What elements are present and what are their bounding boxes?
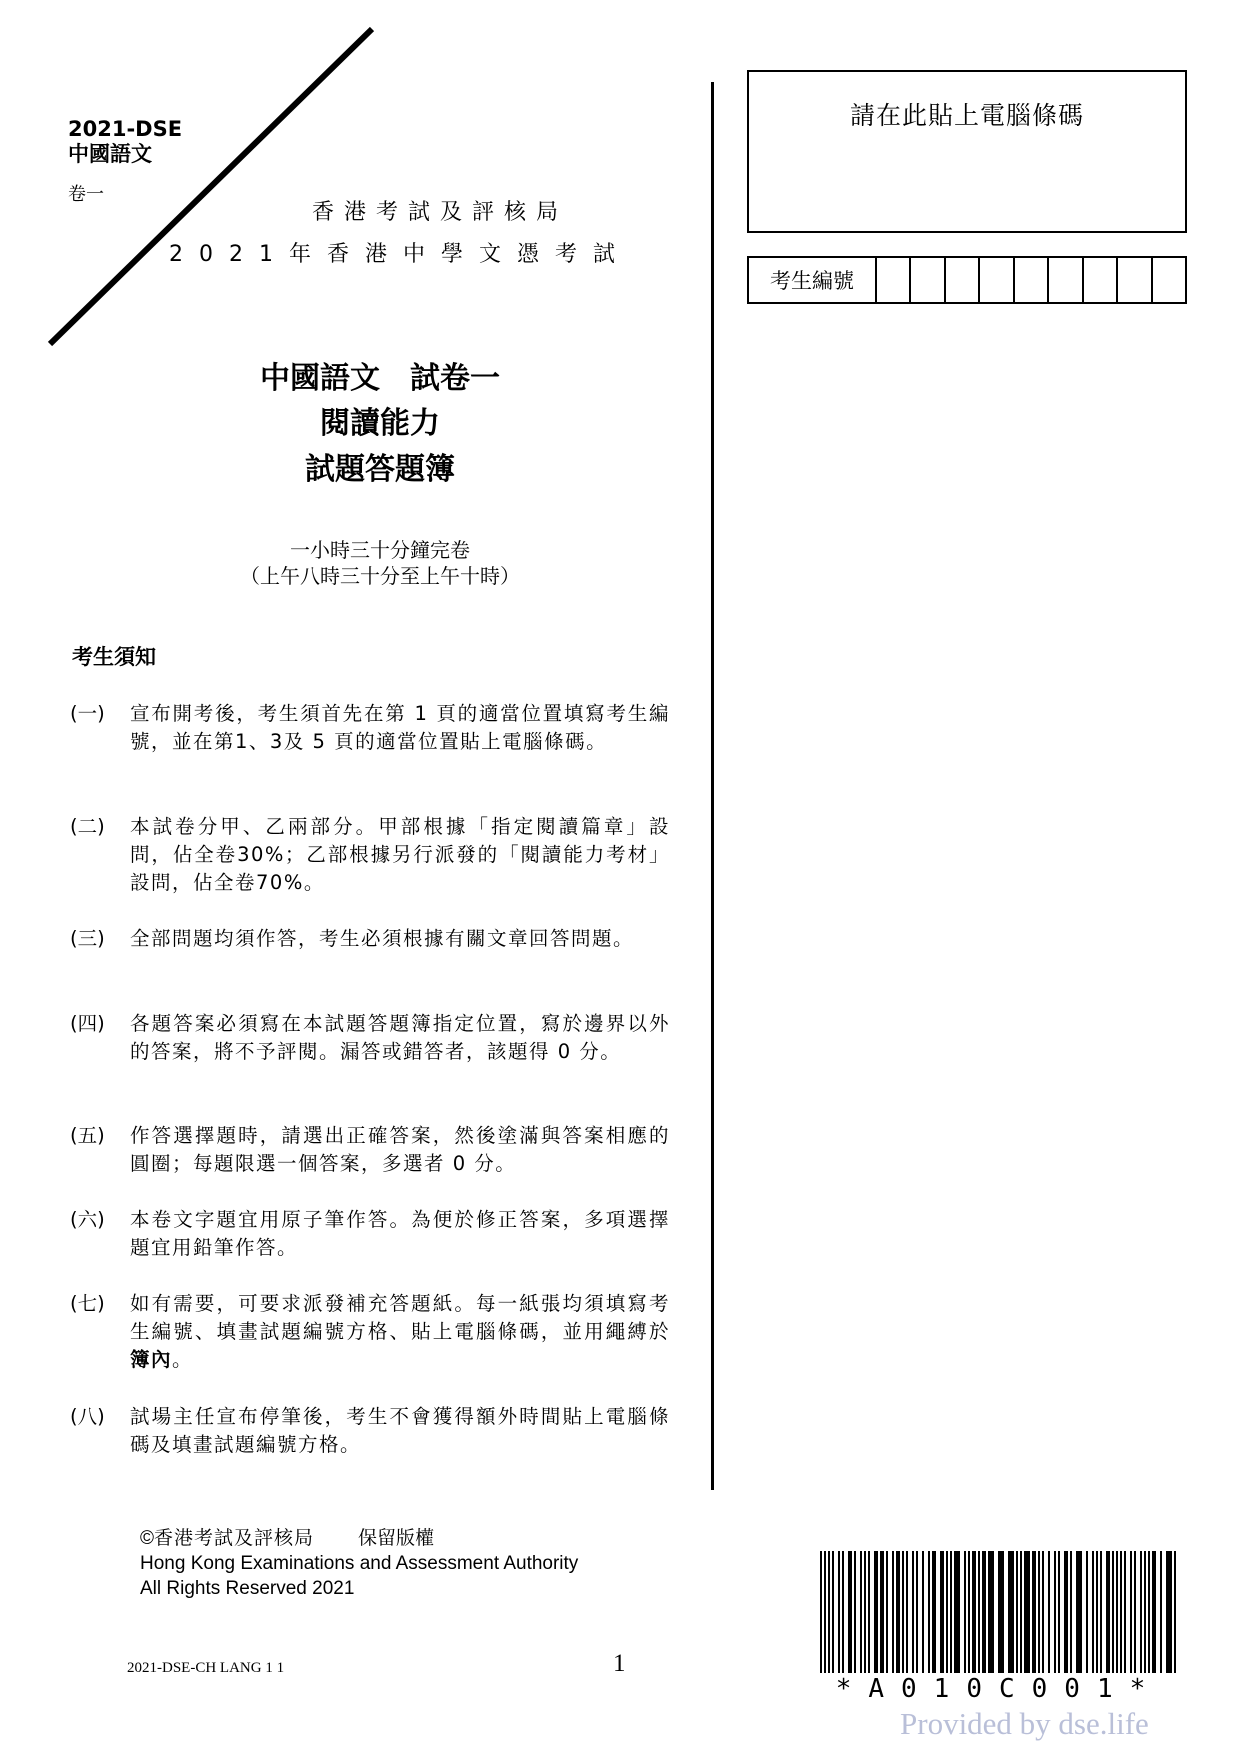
copyright-en-line1: Hong Kong Examinations and Assessment Authority xyxy=(140,1553,579,1574)
barcode-bar xyxy=(916,1551,918,1673)
copyright-block xyxy=(140,1526,578,1601)
candidate-number-label: 考生編號 xyxy=(749,258,877,302)
instruction-item xyxy=(70,700,680,756)
barcode-bar xyxy=(1174,1551,1176,1673)
paper-title-line2: 閱讀能力 xyxy=(320,406,440,441)
barcode-bar xyxy=(1166,1551,1172,1673)
barcode-bar xyxy=(998,1551,1004,1673)
paper-title-line3: 試題答題簿 xyxy=(305,452,455,487)
barcode-bar xyxy=(950,1551,952,1673)
barcode-bar xyxy=(824,1551,826,1673)
barcode-bar xyxy=(940,1551,944,1673)
duration-line1: 一小時三十分鐘完卷 xyxy=(290,538,470,562)
barcode-bar xyxy=(1008,1551,1014,1673)
instruction-item xyxy=(70,1290,680,1374)
exam-title: 2021年香港中學文憑考試 xyxy=(169,242,631,267)
candidate-number-cell[interactable] xyxy=(946,258,980,302)
barcode-bar xyxy=(964,1551,966,1673)
barcode-bar xyxy=(1124,1551,1126,1673)
page-number: 1 xyxy=(613,1650,626,1677)
paper-title-line1: 中國語文 試卷一 xyxy=(260,361,500,396)
barcode-bar xyxy=(1016,1551,1018,1673)
copyright-icon: © xyxy=(140,1528,154,1549)
instruction-number: (五) xyxy=(70,1124,105,1147)
barcode-sticker-box xyxy=(747,70,1187,233)
barcode-bar xyxy=(922,1551,924,1673)
barcode-bar xyxy=(1048,1551,1050,1673)
duration-line2: （上午八時三十分至上午十時） xyxy=(240,564,520,588)
instruction-item xyxy=(70,1206,680,1262)
barcode-bar xyxy=(1130,1551,1132,1673)
barcode-bar xyxy=(886,1551,888,1673)
barcode-bar xyxy=(1160,1551,1162,1673)
instruction-item xyxy=(70,1010,680,1066)
barcode-bar xyxy=(854,1551,856,1673)
diagonal-slash xyxy=(0,0,720,360)
barcode-bar xyxy=(946,1551,948,1673)
instruction-text: 作答選擇題時，請選出正確答案，然後塗滿與答案相應的圓圈；每題限選一個答案，多選者 0 分。 xyxy=(130,1124,670,1175)
barcode-bar xyxy=(1120,1551,1122,1673)
instruction-text: 宣布開考後，考生須首先在第 1 頁的適當位置填寫考生編號，並在第1、3及 5 頁的適當位置貼上電腦條碼。 xyxy=(130,702,670,753)
barcode-bar xyxy=(1042,1551,1044,1673)
candidate-number-field[interactable] xyxy=(747,256,1187,304)
barcode-bar xyxy=(874,1551,878,1673)
instruction-number: (二) xyxy=(70,815,105,838)
candidate-number-cell[interactable] xyxy=(980,258,1014,302)
barcode-bar xyxy=(1092,1551,1094,1673)
barcode-bar xyxy=(880,1551,884,1673)
instruction-number: (七) xyxy=(70,1292,105,1315)
barcode-graphic xyxy=(820,1551,1178,1673)
copyright-en-line2: All Rights Reserved 2021 xyxy=(140,1578,355,1599)
barcode-bar xyxy=(868,1551,870,1673)
barcode-bar xyxy=(848,1551,852,1673)
barcode-bar xyxy=(1070,1551,1072,1673)
emphasis-text: 簿內 xyxy=(130,1348,173,1371)
barcode-bar xyxy=(1058,1551,1060,1673)
instruction-number: (一) xyxy=(70,702,105,725)
barcode-bar xyxy=(1148,1551,1150,1673)
instruction-item xyxy=(70,813,680,897)
barcode-bar xyxy=(1140,1551,1142,1673)
barcode-bar xyxy=(896,1551,900,1673)
barcode-bar xyxy=(988,1551,994,1673)
candidate-number-cell[interactable] xyxy=(1153,258,1185,302)
barcode-bar xyxy=(968,1551,970,1673)
barcode-bar xyxy=(1086,1551,1088,1673)
barcode-bar xyxy=(978,1551,980,1673)
barcode-bar xyxy=(1064,1551,1068,1673)
barcode-bar xyxy=(902,1551,904,1673)
barcode-bar xyxy=(820,1551,822,1673)
instruction-item xyxy=(70,1122,680,1178)
candidate-number-cell[interactable] xyxy=(1084,258,1118,302)
instruction-text: 試場主任宣布停筆後，考生不會獲得額外時間貼上電腦條碼及填畫試題編號方格。 xyxy=(130,1405,670,1456)
candidate-number-cell[interactable] xyxy=(1049,258,1083,302)
barcode-bar xyxy=(912,1551,914,1673)
notice-heading: 考生須知 xyxy=(72,645,156,669)
candidate-number-cell[interactable] xyxy=(911,258,945,302)
barcode-text: *A010C001* xyxy=(835,1674,1163,1704)
barcode-bar xyxy=(842,1551,844,1673)
barcode-bar xyxy=(832,1551,834,1673)
barcode-bar xyxy=(1112,1551,1114,1673)
instruction-text: 如有需要，可要求派發補充答題紙。每一紙張均須填寫考生編號、填畫試題編號方格、貼上電腦條碼，並用繩縛於簿內。 xyxy=(130,1292,670,1371)
instruction-text: 本試卷分甲、乙兩部分。甲部根據「指定閱讀篇章」設問，佔全卷30%；乙部根據另行派發的「閱讀能力考材」設問，佔全卷70%。 xyxy=(130,815,670,894)
barcode-bar xyxy=(1096,1551,1098,1673)
barcode-bar xyxy=(838,1551,840,1673)
copyright-rights-cn: 保留版權 xyxy=(358,1528,435,1549)
exam-code: 2021-DSE xyxy=(68,117,183,141)
barcode-bar xyxy=(864,1551,866,1673)
instruction-number: (八) xyxy=(70,1405,105,1428)
candidate-number-cell[interactable] xyxy=(1118,258,1152,302)
instruction-number: (六) xyxy=(70,1208,105,1231)
instruction-text: 各題答案必須寫在本試題答題簿指定位置，寫於邊界以外的答案，將不予評閱。漏答或錯答者，該題得 0 分。 xyxy=(130,1012,670,1063)
subject-name: 中國語文 xyxy=(68,142,152,166)
barcode-bar xyxy=(1054,1551,1056,1673)
footer-code: 2021-DSE-CH LANG 1 1 xyxy=(127,1660,285,1676)
barcode-bar xyxy=(972,1551,976,1673)
barcode-bar xyxy=(828,1551,830,1673)
barcode-bar xyxy=(1152,1551,1156,1673)
barcode-bar xyxy=(906,1551,908,1673)
barcode-bar xyxy=(1144,1551,1146,1673)
barcode-bar xyxy=(1038,1551,1040,1673)
barcode-bar xyxy=(982,1551,986,1673)
barcode-bar xyxy=(892,1551,894,1673)
instruction-text: 本卷文字題宜用原子筆作答。為便於修正答案，多項選擇題宜用鉛筆作答。 xyxy=(130,1208,670,1259)
watermark: Provided by dse.life xyxy=(900,1706,1149,1741)
barcode-box-label: 請在此貼上電腦條碼 xyxy=(849,101,1084,130)
barcode-bar xyxy=(1076,1551,1082,1673)
barcode-bar xyxy=(860,1551,862,1673)
barcode-bar xyxy=(932,1551,936,1673)
barcode-bar xyxy=(1106,1551,1110,1673)
candidate-number-cell[interactable] xyxy=(1015,258,1049,302)
barcode-bar xyxy=(1032,1551,1036,1673)
candidate-number-cell[interactable] xyxy=(877,258,911,302)
instruction-item xyxy=(70,1403,680,1459)
barcode-bar xyxy=(1116,1551,1118,1673)
instruction-number: (四) xyxy=(70,1012,105,1035)
instruction-item xyxy=(70,925,680,953)
barcode-bar xyxy=(1024,1551,1030,1673)
barcode-bar xyxy=(954,1551,960,1673)
barcode-bar xyxy=(928,1551,930,1673)
barcode-bar xyxy=(1134,1551,1136,1673)
authority-name: 香港考試及評核局 xyxy=(311,200,568,225)
copyright-cn: 香港考試及評核局 xyxy=(154,1528,315,1549)
vertical-divider xyxy=(711,82,714,1490)
instruction-number: (三) xyxy=(70,927,105,950)
instruction-text: 全部問題均須作答，考生必須根據有關文章回答問題。 xyxy=(130,927,635,950)
barcode-bar xyxy=(1020,1551,1022,1673)
barcode-bar xyxy=(1100,1551,1102,1673)
paper-label: 卷一 xyxy=(68,184,104,205)
